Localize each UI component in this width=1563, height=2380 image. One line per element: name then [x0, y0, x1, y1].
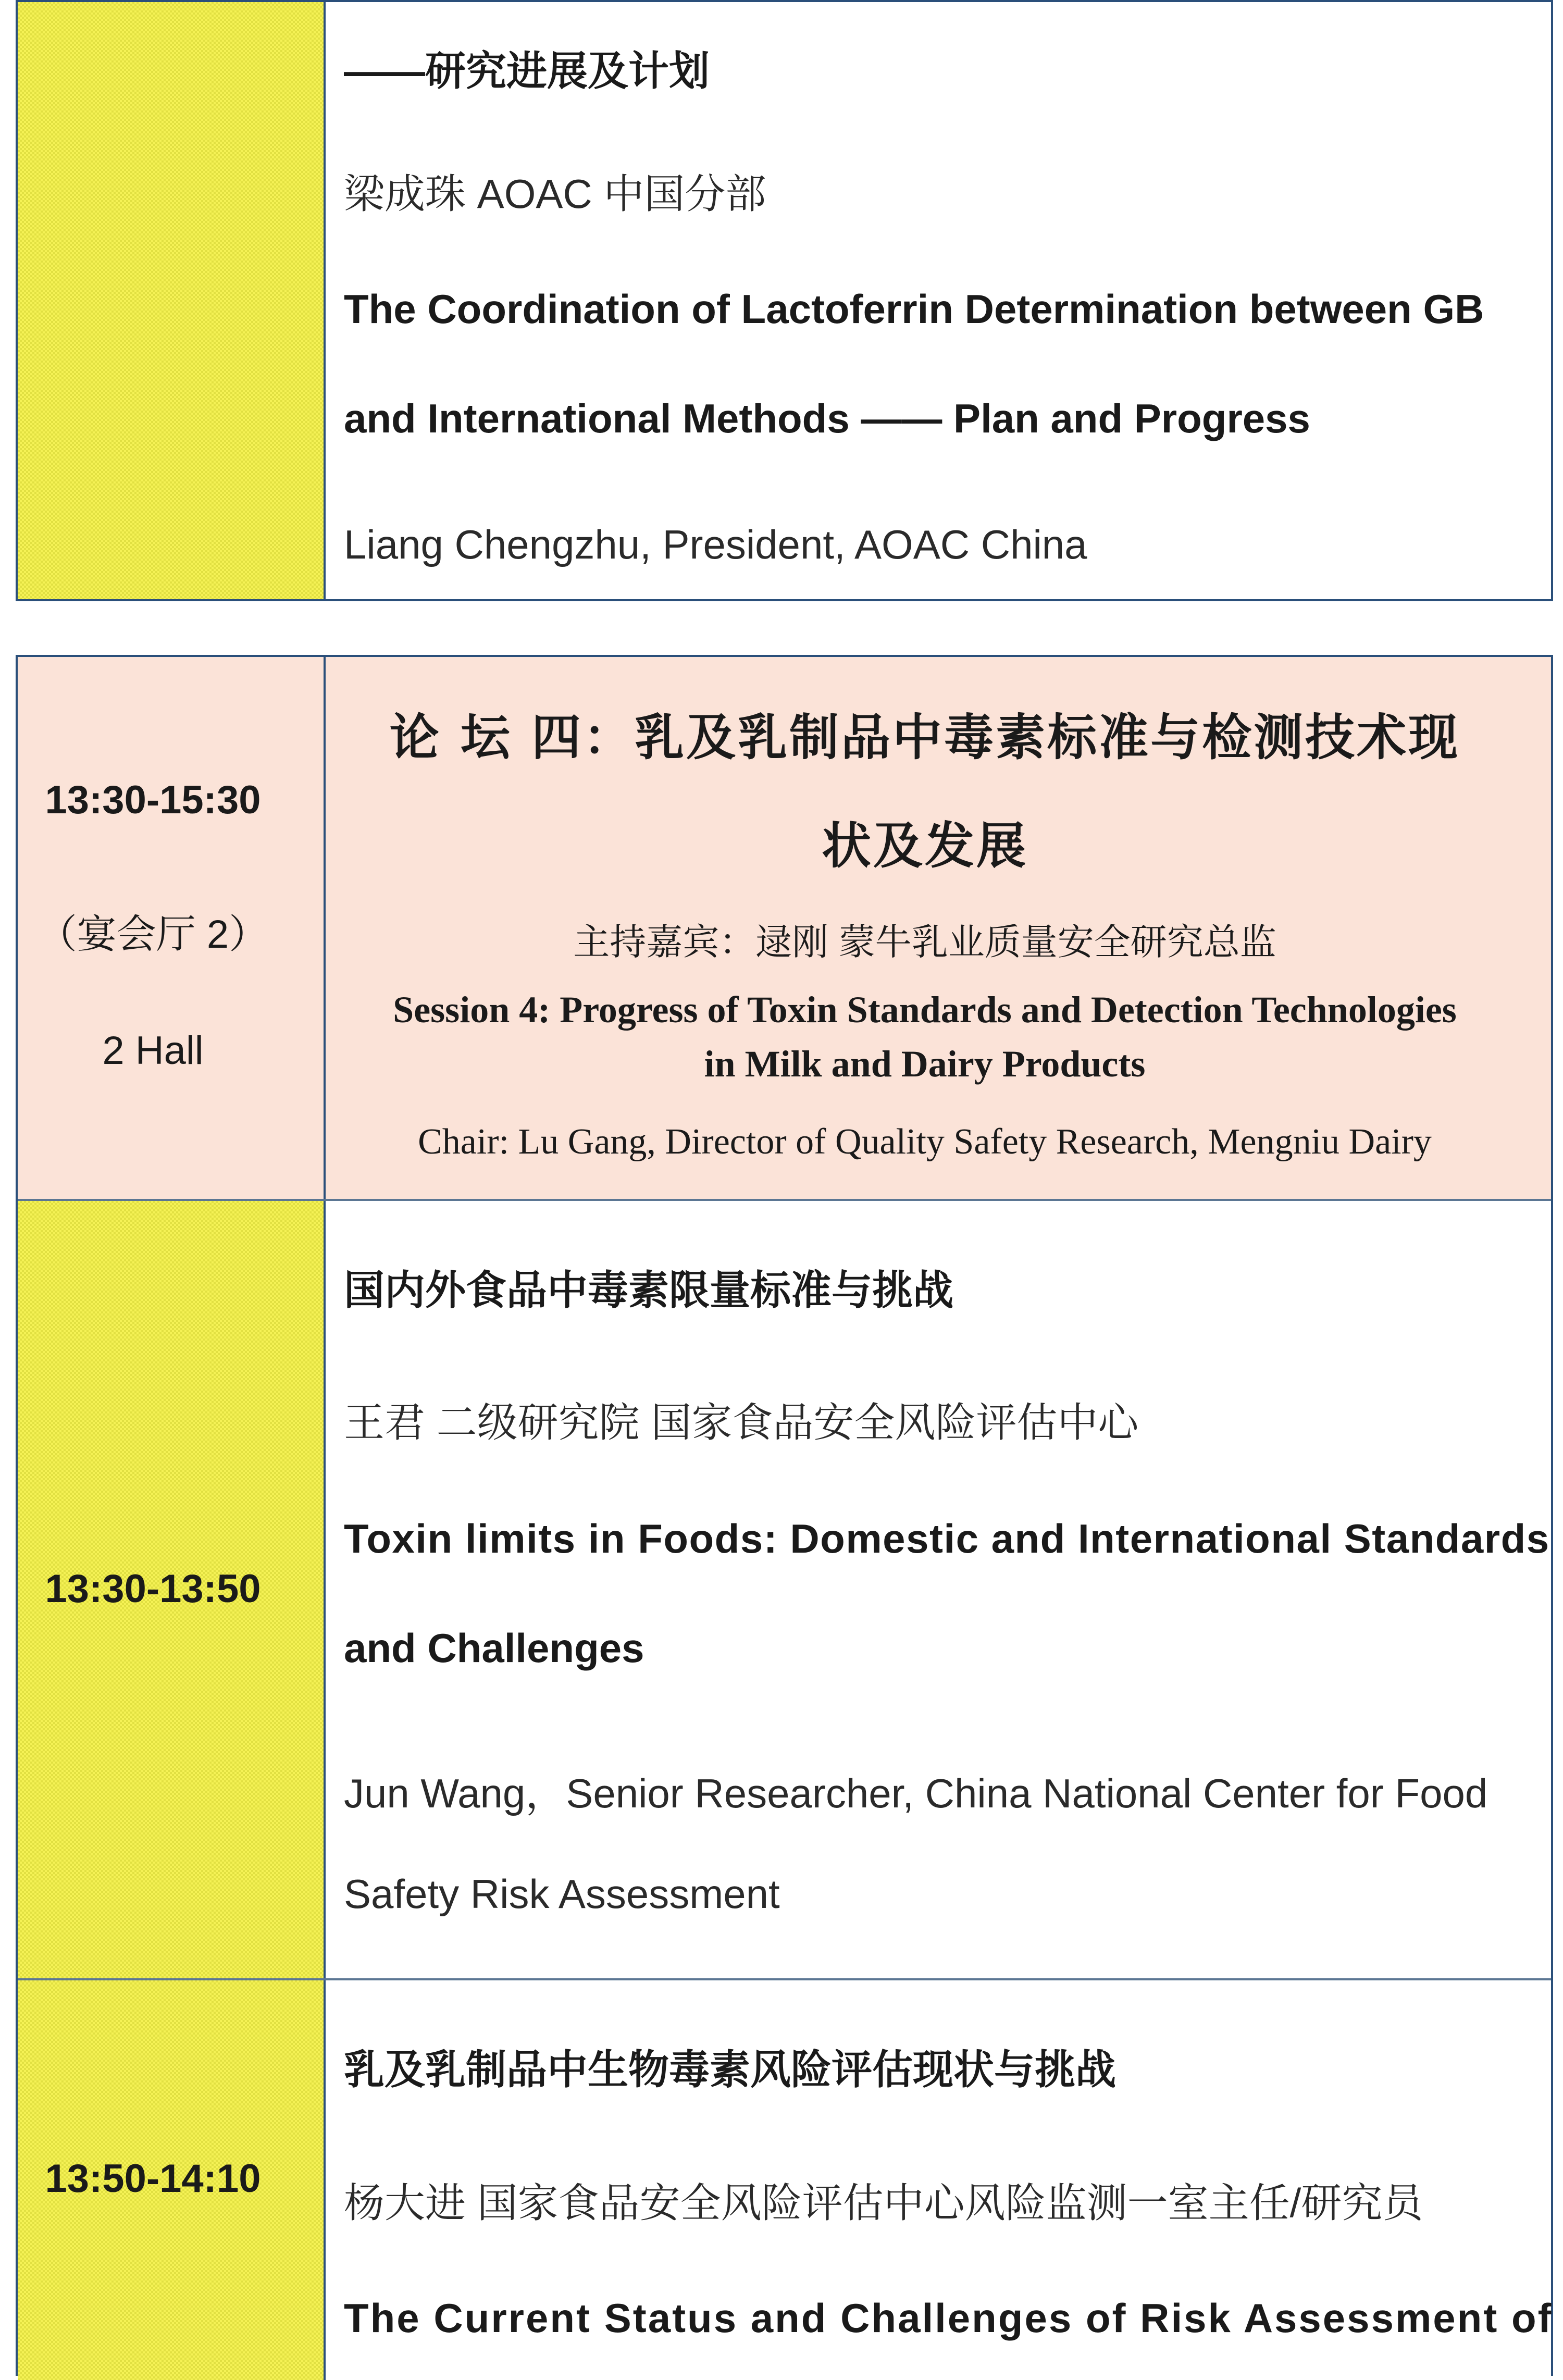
session-title-cn-line2: 状及发展	[821, 817, 1028, 875]
session-chair-cn: 主持嘉宾：逯刚 蒙牛乳业质量安全研究总监	[573, 922, 1276, 962]
talk-title-cn: 乳及乳制品中生物毒素风险评估现状与挑战	[344, 2047, 1117, 2092]
session-title-en-line2: in Milk and Dairy Products	[704, 1043, 1146, 1085]
talk-title-cn: ——研究进展及计划	[344, 48, 710, 94]
session-chair-en: Chair: Lu Gang, Director of Quality Safety Research, Mengniu Dairy	[418, 1122, 1432, 1162]
session-title-cn: 论 坛 四：乳及乳制品中毒素标准与检测技术现	[389, 709, 1460, 766]
session-room-cn: （宴会厅 2）	[37, 912, 269, 957]
speaker-cn: 梁成珠 AOAC 中国分部	[344, 171, 766, 217]
session-title-en-line1: Session 4: Progress of Toxin Standards and Detection Technologies	[393, 989, 1457, 1031]
talk-time: 13:30-13:50	[45, 1567, 261, 1611]
talk-time: 13:50-14:10	[45, 2156, 261, 2201]
talk-content-cell	[326, 1201, 1551, 1980]
time-cell	[18, 2, 326, 599]
talk-title-en-line2: and Challenges	[344, 1625, 644, 1671]
talk-title-en: The Coordination of Lactoferrin Determination between GB	[344, 286, 1484, 332]
session-time: 13:30-15:30	[45, 778, 261, 822]
speaker-cn: 杨大进 国家食品安全风险评估中心风险监测一室主任/研究员	[344, 2180, 1423, 2226]
session-title-en	[323, 983, 1527, 1091]
session-room-en: 2 Hall	[102, 1028, 204, 1073]
talk-title-en: The Current Status and Challenges of Risk Assessment of	[344, 2295, 1553, 2341]
talk-title-en-line2: and International Methods —— Plan and Progress	[344, 395, 1310, 441]
speaker-en: Liang Chengzhu, President, AOAC China	[344, 522, 1087, 567]
speaker-cn: 王君 二级研究院 国家食品安全风险评估中心	[344, 1399, 1139, 1445]
talk-title-cn: 国内外食品中毒素限量标准与挑战	[344, 1267, 954, 1313]
speaker-en-line2: Safety Risk Assessment	[344, 1871, 780, 1917]
talk-title-en: Toxin limits in Foods: Domestic and International Standards	[344, 1516, 1550, 1561]
speaker-en: Jun Wang，Senior Researcher, China National Center for Food	[344, 1770, 1488, 1816]
